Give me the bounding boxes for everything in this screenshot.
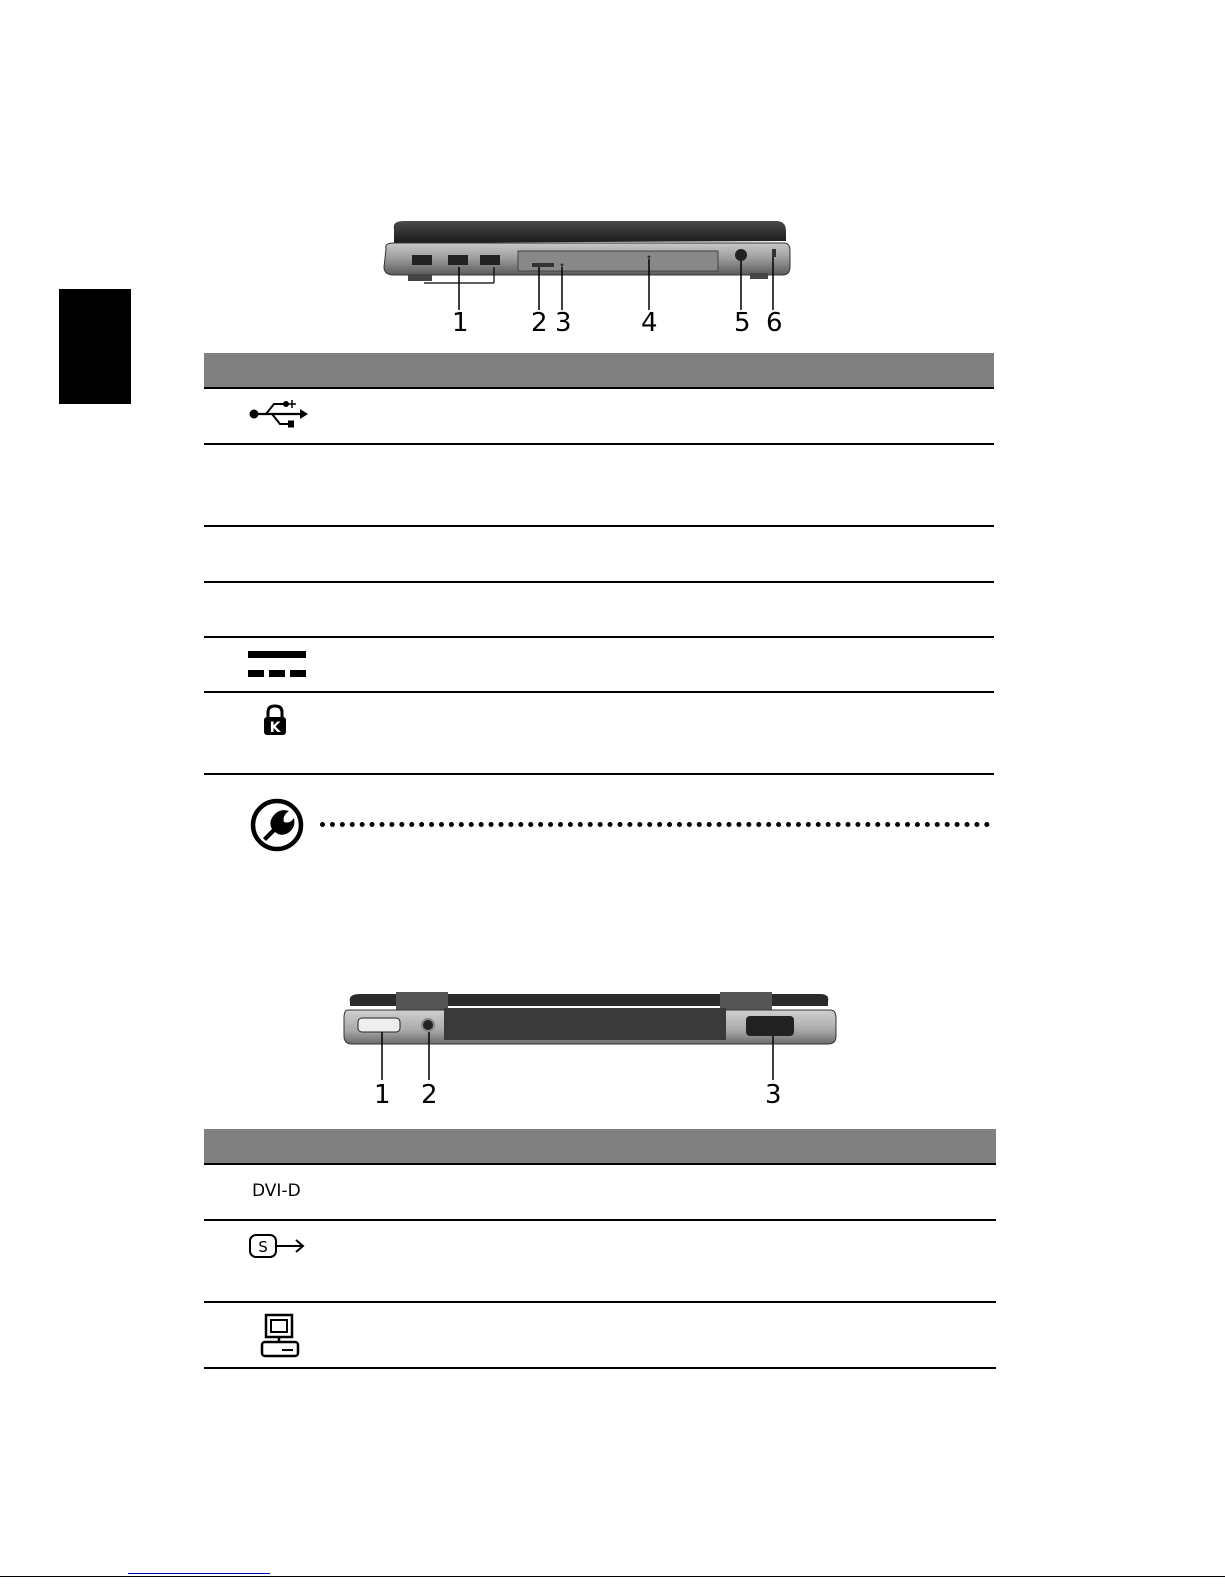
table-header: [204, 353, 994, 389]
callout-6: 6: [766, 308, 783, 338]
table-header: [204, 1129, 996, 1165]
callout-2: 2: [531, 308, 548, 338]
dvi-d-label: DVI-D: [252, 1181, 301, 1201]
table-row: [204, 1165, 996, 1221]
table-row: [204, 693, 994, 775]
usb-icon: [248, 399, 308, 433]
table-row: [204, 445, 994, 527]
callout-1: 1: [374, 1080, 391, 1110]
table-row: [204, 638, 994, 693]
svg-text:S: S: [258, 1238, 268, 1256]
note-icon: [250, 798, 304, 856]
chapter-tab: [59, 289, 131, 404]
table-row: [204, 1303, 996, 1369]
footer-rule: [0, 1576, 1225, 1577]
laptop-rear-view-figure: [340, 980, 840, 1115]
callout-1: 1: [452, 308, 469, 338]
table-row: [204, 1221, 996, 1303]
callout-2: 2: [421, 1080, 438, 1110]
footer-link-underline: [128, 1573, 270, 1574]
note-divider: [320, 822, 990, 827]
callout-4: 4: [641, 308, 658, 338]
laptop-left-view-figure: [380, 215, 800, 340]
callout-3: 3: [765, 1080, 782, 1110]
left-view-table: [204, 353, 994, 775]
docking-connector-icon: [260, 1313, 300, 1363]
rear-view-table: [204, 1129, 996, 1369]
table-row: [204, 527, 994, 583]
note-block: [250, 798, 995, 858]
table-row: [204, 389, 994, 445]
dc-in-icon: [248, 648, 308, 684]
callout-3: 3: [555, 308, 572, 338]
s-video-out-icon: [248, 1231, 308, 1265]
svg-text:K: K: [269, 720, 281, 736]
kensington-lock-icon: [262, 703, 288, 741]
callout-5: 5: [734, 308, 751, 338]
table-row: [204, 583, 994, 638]
